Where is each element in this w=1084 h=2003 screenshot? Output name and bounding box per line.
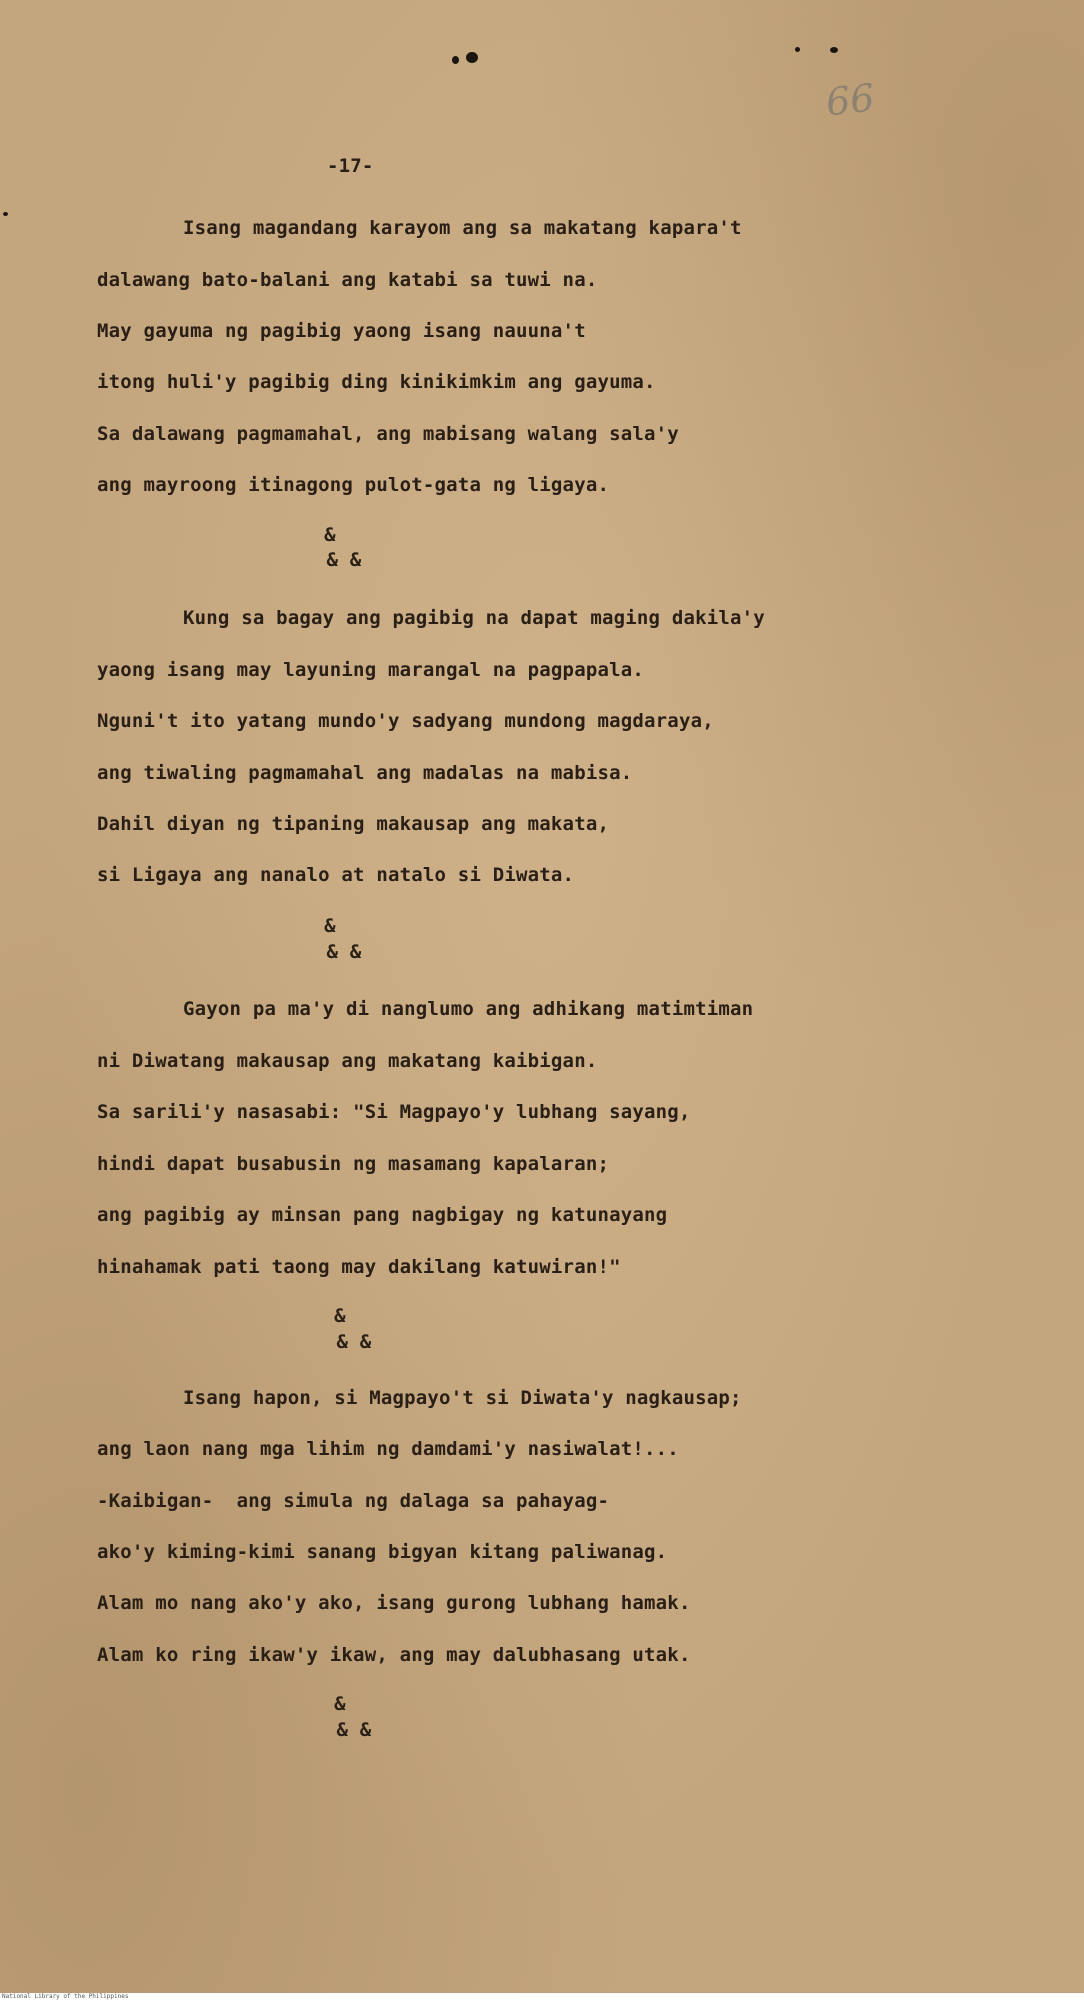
- verse-line: Sa dalawang pagmamahal, ang mabisang walang sala'y: [97, 423, 679, 445]
- verse-line: itong huli'y pagibig ding kinikimkim ang gayuma.: [97, 371, 656, 393]
- stanza-separator-bottom: & &: [326, 549, 362, 571]
- verse-line: ako'y kiming-kimi sanang bigyan kitang paliwanag.: [97, 1541, 668, 1563]
- verse-line: hindi dapat busabusin ng masamang kapalaran;: [97, 1153, 610, 1175]
- verse-line: -Kaibigan- ang simula ng dalaga sa pahayag-: [97, 1490, 610, 1512]
- verse-line: Isang magandang karayom ang sa makatang kapara't: [183, 217, 742, 239]
- verse-line: Alam mo nang ako'y ako, isang gurong lubhang hamak.: [97, 1592, 691, 1614]
- stanza-separator-top: &: [324, 915, 336, 937]
- footer-bar: [0, 1993, 1084, 2003]
- verse-line: ang laon nang mga lihim ng damdami'y nasiwalat!...: [97, 1438, 679, 1460]
- stanza-separator-top: &: [324, 524, 336, 546]
- verse-line: Sa sarili'y nasasabi: "Si Magpayo'y lubhang sayang,: [97, 1101, 691, 1123]
- verse-line: ang mayroong itinagong pulot-gata ng ligaya.: [97, 474, 610, 496]
- verse-line: May gayuma ng pagibig yaong isang nauuna't: [97, 320, 586, 342]
- verse-line: dalawang bato-balani ang katabi sa tuwi na.: [97, 269, 598, 291]
- ink-speck: [830, 47, 838, 53]
- ink-speck: [795, 47, 800, 52]
- verse-line: Dahil diyan ng tipaning makausap ang makata,: [97, 813, 610, 835]
- verse-line: Isang hapon, si Magpayo't si Diwata'y nagkausap;: [183, 1387, 742, 1409]
- verse-line: Nguni't ito yatang mundo'y sadyang mundong magdaraya,: [97, 710, 714, 732]
- handwritten-page-number: 66: [823, 75, 877, 125]
- stanza-separator-bottom: & &: [336, 1331, 372, 1353]
- verse-line: si Ligaya ang nanalo at natalo si Diwata.: [97, 864, 575, 886]
- ink-speck: [466, 52, 478, 63]
- footer-credit: National Library of the Philippines: [2, 1993, 129, 2000]
- stanza-separator-bottom: & &: [326, 941, 362, 963]
- verse-line: ang tiwaling pagmamahal ang madalas na mabisa.: [97, 762, 633, 784]
- stanza-separator-top: &: [334, 1693, 346, 1715]
- verse-line: Kung sa bagay ang pagibig na dapat maging dakila'y: [183, 607, 765, 629]
- stanza-separator-top: &: [334, 1305, 346, 1327]
- verse-line: ni Diwatang makausap ang makatang kaibigan.: [97, 1050, 598, 1072]
- verse-line: Gayon pa ma'y di nanglumo ang adhikang matimtiman: [183, 998, 754, 1020]
- verse-line: Alam ko ring ikaw'y ikaw, ang may dalubhasang utak.: [97, 1644, 691, 1666]
- stanza-separator-bottom: & &: [336, 1719, 372, 1741]
- page-number: -17-: [327, 155, 374, 177]
- verse-line: hinahamak pati taong may dakilang katuwiran!": [97, 1256, 621, 1278]
- ink-speck: [3, 212, 8, 216]
- ink-speck: [452, 56, 459, 64]
- verse-line: yaong isang may layuning marangal na pagpapala.: [97, 659, 645, 681]
- verse-line: ang pagibig ay minsan pang nagbigay ng katunayang: [97, 1204, 668, 1226]
